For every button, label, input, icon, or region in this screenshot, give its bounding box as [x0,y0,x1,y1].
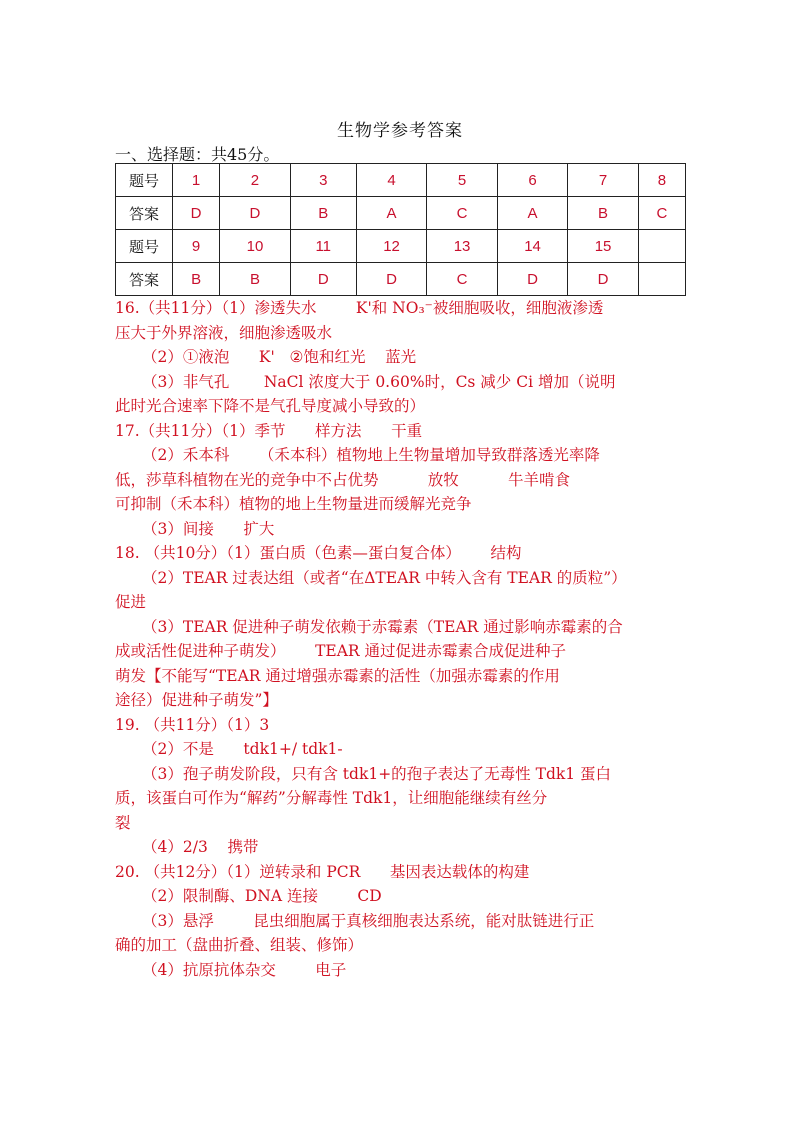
answer-line: 确的加工（盘曲折叠、组装、修饰） [115,936,364,954]
answer-table [115,163,686,296]
row-header: 答案 [116,263,173,296]
table-cell: 1 [173,164,220,197]
table-cell: B [568,197,639,230]
table-cell: 5 [427,164,498,197]
table-cell: 6 [497,164,568,197]
table-cell: D [497,263,568,296]
answer-line: 成或活性促进种子萌发） TEAR 通过促进赤霉素合成促进种子 [115,642,567,660]
table-cell: 15 [568,230,639,263]
table-cell: 4 [356,164,427,197]
table-cell: C [427,263,498,296]
table-cell: B [220,263,291,296]
answer-line: 压大于外界溶液，细胞渗透吸水 [115,323,333,342]
table-cell: A [356,197,427,230]
answer-line: （4）2/3 携带 [142,838,259,856]
answer-line: 可抑制（禾本科）植物的地上生物量进而缓解光竞争 [115,495,472,513]
table-cell: 10 [220,230,291,263]
answer-line: 萌发【不能写“TEAR 通过增强赤霉素的活性（加强赤霉素的作用 [115,666,560,685]
table-cell: 8 [638,164,685,197]
table-cell: D [356,263,427,296]
table-cell: 14 [497,230,568,263]
table-cell: 7 [568,164,639,197]
row-header: 题号 [116,164,173,197]
row-header: 题号 [116,230,173,263]
answer-line: （2）不是 tdk1+/ tdk1- [142,740,343,758]
page-title: 生物学参考答案 [337,121,463,141]
table-row [116,164,686,197]
answer-line: （3）间接 扩大 [142,519,275,538]
row-header: 答案 [116,197,173,230]
answer-line: （3）非气孔 NaCl 浓度大于 0.60%时，Cs 减少 Ci 增加（说明 [142,372,616,391]
table-cell: C [638,197,685,230]
answer-line: （3）孢子萌发阶段，只有含 tdk1+的孢子表达了无毒性 Tdk1 蛋白 [142,764,612,783]
table-cell: 3 [290,164,356,197]
table-cell: B [290,197,356,230]
answer-line: 此时光合速率下降不是气孔导度减小导致的） [115,397,426,415]
answer-line: （2）限制酶、DNA 连接 CD [142,887,382,905]
table-cell: 2 [220,164,291,197]
table-cell: D [568,263,639,296]
table-cell: D [173,197,220,230]
answer-line: （2）TEAR 过表达组（或者“在ΔTEAR 中转入含有 TEAR 的质粒”） [142,568,627,587]
answer-line: 途径）促进种子萌发”】 [115,691,278,709]
answer-line: （3）TEAR 促进种子萌发依赖于赤霉素（TEAR 通过影响赤霉素的合 [142,617,623,636]
answer-line: （2）禾本科 （禾本科）植物地上生物量增加导致群落透光率降 [142,446,600,464]
answer-line: （2）①液泡 K' ②饱和红光 蓝光 [142,348,417,366]
table-row [116,263,686,296]
table-cell [638,263,685,296]
table-cell [638,230,685,263]
table-cell: D [220,197,291,230]
answer-line: 低，莎草科植物在光的竞争中不占优势 放牧 牛羊啃食 [115,470,571,489]
table-row [116,230,686,263]
table-cell: A [497,197,568,230]
answer-line: 裂 [115,813,131,832]
table-row [116,197,686,230]
answer-line: 18. （共10分）（1）蛋白质（色素—蛋白复合体） 结构 [115,544,522,562]
answer-line: 19. （共11分）（1）3 [115,715,270,734]
answer-line: 促进 [115,593,147,611]
answer-line: （4）抗原抗体杂交 电子 [142,960,347,979]
table-cell: 11 [290,230,356,263]
section-heading: 一、选择题：共45分。 [115,145,280,164]
answer-line: 20. （共12分）（1）逆转录和 PCR 基因表达载体的构建 [115,862,530,881]
answer-line: 质，该蛋白可作为“解药”分解毒性 Tdk1，让细胞能继续有丝分 [115,789,548,807]
table-cell: D [290,263,356,296]
table-cell: C [427,197,498,230]
answer-line: （3）悬浮 昆虫细胞属于真核细胞表达系统，能对肽链进行正 [142,911,595,930]
answer-body [115,296,695,982]
answer-line: 17.（共11分）（1）季节 样方法 干重 [115,421,423,440]
table-cell: 12 [356,230,427,263]
answer-line: 16.（共11分）（1）渗透失水 K'和 NO₃⁻被细胞吸收，细胞液渗透 [115,299,604,317]
table-cell: 13 [427,230,498,263]
table-cell: 9 [173,230,220,263]
table-cell: B [173,263,220,296]
